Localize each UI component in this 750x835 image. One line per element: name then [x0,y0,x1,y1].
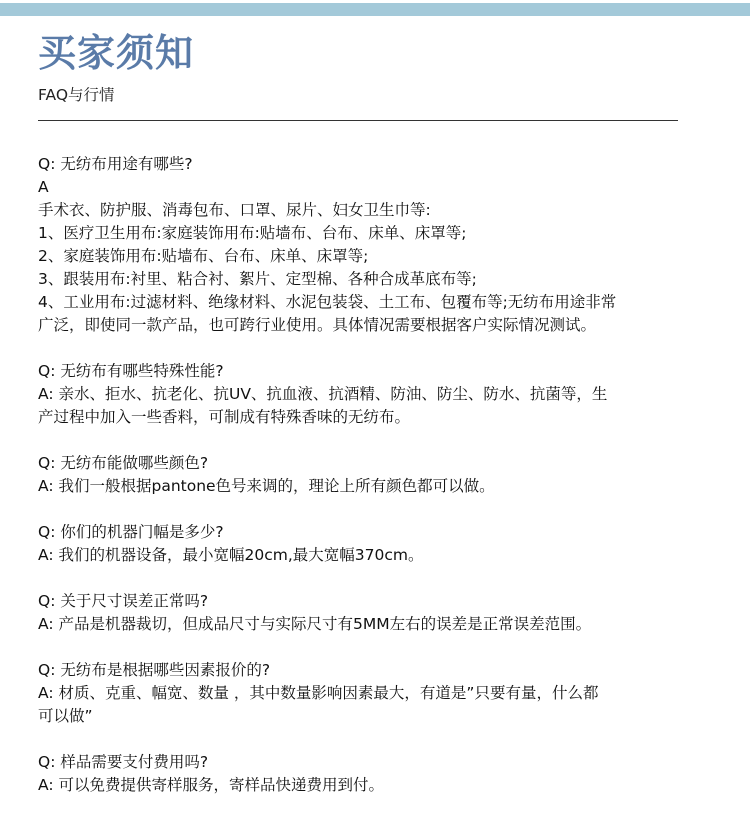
faq-answer-line: A: 亲水、拒水、抗老化、抗UV、抗血液、抗酒精、防油、防尘、防水、抗菌等，生 [38,385,608,403]
faq-question: Q: 无纺布是根据哪些因素报价的? [38,661,271,679]
faq-answer-line: A [38,178,49,196]
faq-answer-line: 产过程中加入一些香料，可制成有特殊香味的无纺布。 [38,408,411,426]
faq-list [38,153,738,820]
faq-question: Q: 无纺布有哪些特殊性能? [38,362,224,380]
top-accent-bar [0,3,750,16]
page-subtitle: FAQ与行情 [38,86,115,104]
faq-answer-line: 可以做” [38,707,93,725]
faq-item [38,590,738,636]
faq-item [38,659,738,728]
faq-question: Q: 无纺布能做哪些颜色? [38,454,209,472]
faq-item [38,360,738,429]
faq-question: Q: 样品需要支付费用吗? [38,753,209,771]
faq-answer-line: A: 我们一般根据pantone色号来调的，理论上所有颜色都可以做。 [38,477,495,495]
faq-answer-line: 手术衣、防护服、消毒包布、口罩、尿片、妇女卫生巾等: [38,201,431,219]
faq-question: Q: 你们的机器门幅是多少? [38,523,224,541]
faq-question: Q: 关于尺寸误差正常吗? [38,592,209,610]
faq-item [38,751,738,797]
faq-answer-line: 4、工业用布:过滤材料、绝缘材料、水泥包装袋、土工布、包覆布等;无纺布用途非常 [38,293,617,311]
faq-item [38,153,738,337]
faq-item [38,452,738,498]
faq-answer-line: 1、医疗卫生用布:家庭装饰用布:贴墙布、台布、床单、床罩等; [38,224,467,242]
faq-answer-line: 2、家庭装饰用布:贴墙布、台布、床单、床罩等; [38,247,369,265]
faq-answer-line: 广泛，即使同一款产品，也可跨行业使用。具体情况需要根据客户实际情况测试。 [38,316,597,334]
faq-item [38,521,738,567]
header-divider [38,120,678,121]
faq-question: Q: 无纺布用途有哪些? [38,155,193,173]
faq-answer-line: A: 材质、克重、幅宽、数量 ，其中数量影响因素最大，有道是”只要有量，什么都 [38,684,599,702]
page-title: 买家须知 [38,31,195,75]
faq-answer-line: A: 我们的机器设备，最小宽幅20cm,最大宽幅370cm。 [38,546,424,564]
faq-answer-line: A: 可以免费提供寄样服务，寄样品快递费用到付。 [38,776,384,794]
faq-answer-line: 3、跟装用布:衬里、粘合衬、絮片、定型棉、各种合成革底布等; [38,270,477,288]
faq-answer-line: A: 产品是机器裁切，但成品尺寸与实际尺寸有5MM左右的误差是正常误差范围。 [38,615,592,633]
